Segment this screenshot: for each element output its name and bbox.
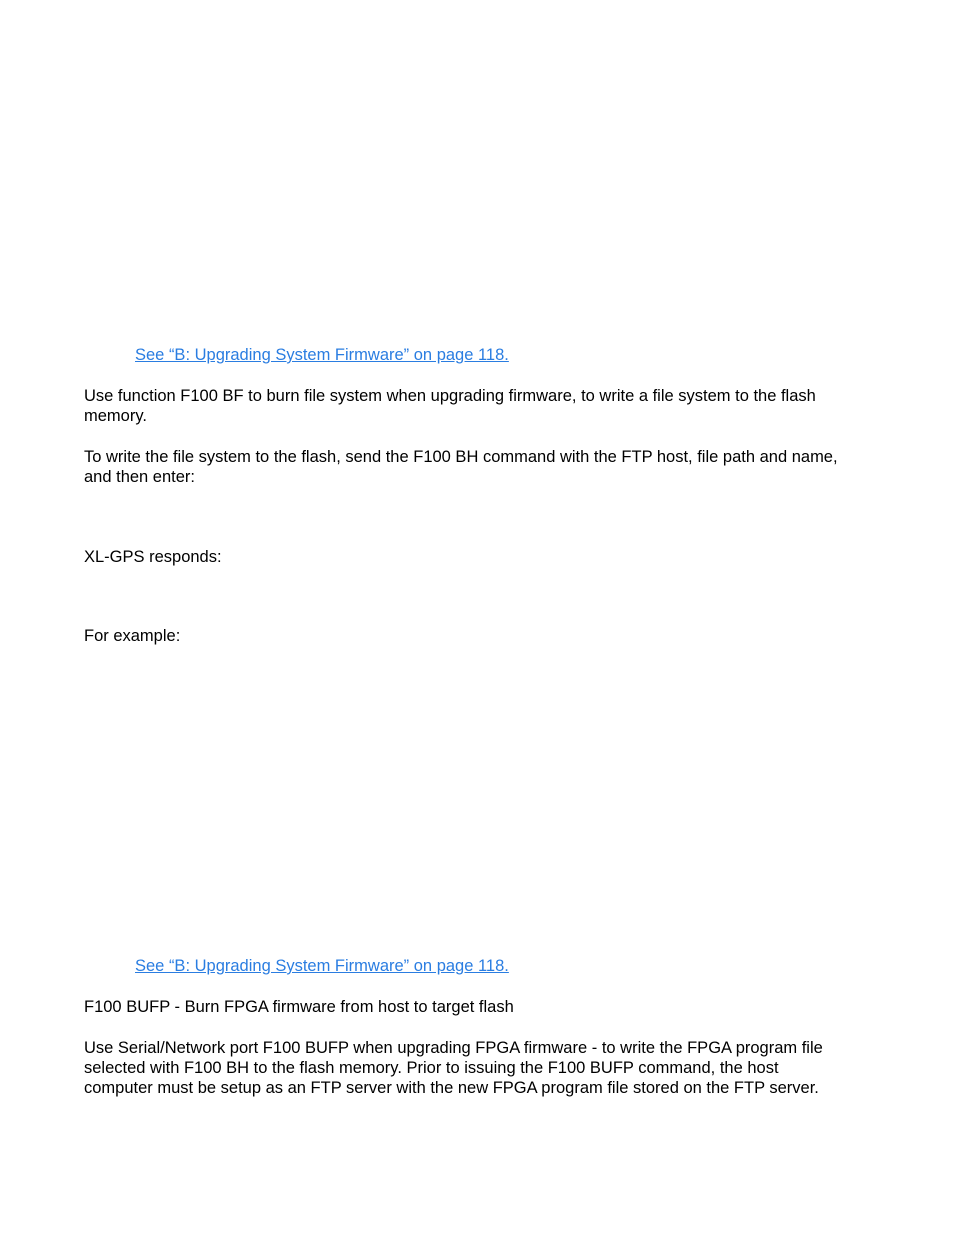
bufp-description-paragraph — [84, 1038, 874, 1098]
bf-intro-line-1: Use function F100 BF to burn file system when upgrading firmware, to write a file system to the flash — [84, 387, 816, 405]
bufp-desc-line-3: computer must be setup as an FTP server with the new FPGA program file stored on the FTP server. — [84, 1079, 819, 1097]
bufp-desc-line-1: Use Serial/Network port F100 BUFP when upgrading FPGA firmware - to write the FPGA program file — [84, 1039, 823, 1057]
responds-line: XL-GPS responds: — [84, 548, 222, 566]
upgrading-firmware-link-top[interactable]: See “B: Upgrading System Firmware” on page 118. — [135, 346, 509, 364]
upgrading-firmware-link-bottom[interactable]: See “B: Upgrading System Firmware” on page 118. — [135, 957, 509, 975]
example-line: For example: — [84, 627, 181, 645]
bf-write-line-2: and then enter: — [84, 468, 196, 486]
bf-intro-line-2: memory. — [84, 407, 147, 425]
bufp-section-title — [84, 997, 874, 1017]
bf-write-line-1: To write the file system to the flash, send the F100 BH command with the FTP host, file path and name, — [84, 448, 838, 466]
bufp-desc-line-2: selected with F100 BH to the flash memory. Prior to issuing the F100 BUFP command, the host — [84, 1059, 779, 1077]
example-text — [84, 626, 874, 646]
responds-text — [84, 547, 874, 567]
bf-write-paragraph — [84, 447, 874, 487]
bufp-title-line: F100 BUFP - Burn FPGA firmware from host to target flash — [84, 998, 514, 1016]
bf-intro-paragraph — [84, 386, 874, 426]
